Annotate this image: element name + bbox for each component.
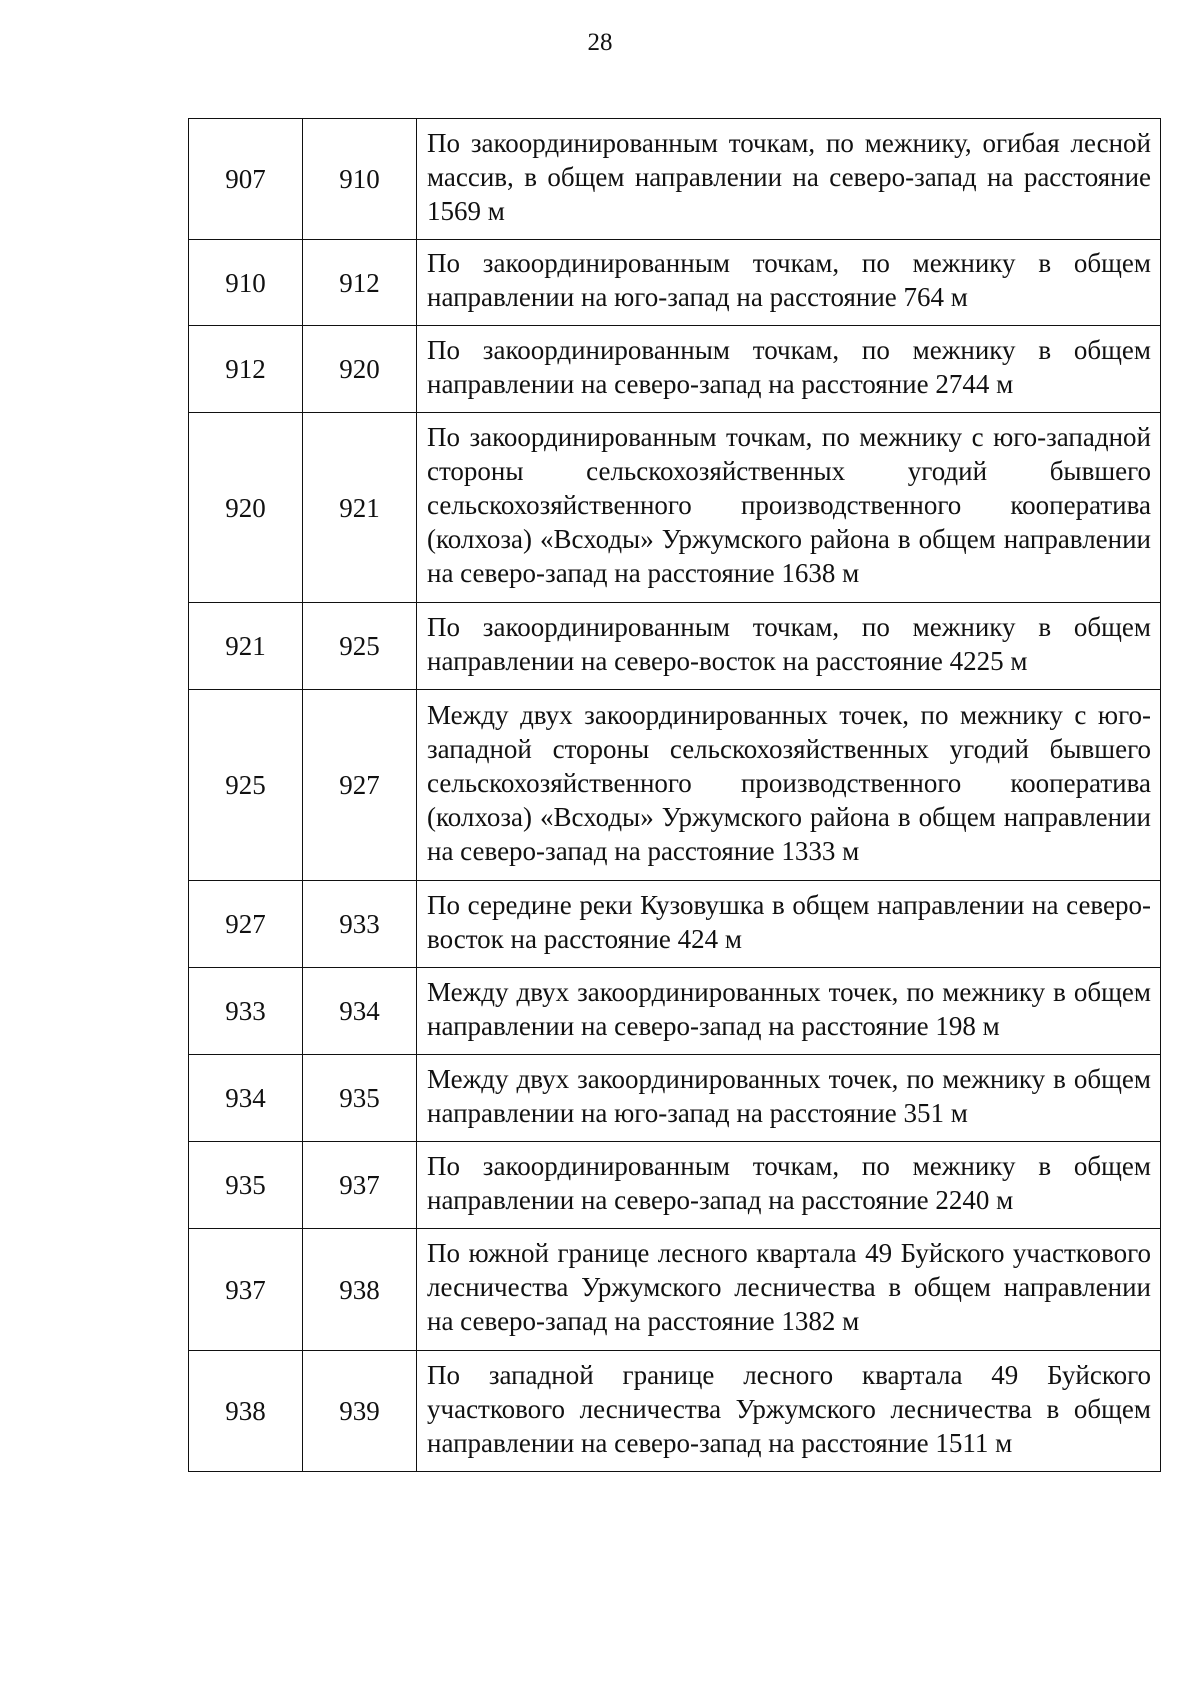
to-point-cell: 910 bbox=[303, 119, 417, 240]
table-row bbox=[189, 326, 1161, 413]
table-row bbox=[189, 881, 1161, 968]
description-cell: По закоординированным точкам, по межнику в общем направлении на северо-запад на расстояние 2744 м bbox=[417, 326, 1161, 413]
description-cell: По закоординированным точкам, по межнику, огибая лесной массив, в общем направлении на северо-запад на расстояние 1569 м bbox=[417, 119, 1161, 240]
table-row bbox=[189, 1229, 1161, 1351]
table-row bbox=[189, 1142, 1161, 1229]
description-cell: Между двух закоординированных точек, по межнику в общем направлении на северо-запад на расстояние 198 м bbox=[417, 968, 1161, 1055]
from-point-cell: 927 bbox=[189, 881, 303, 968]
description-cell: По южной границе лесного квартала 49 Буйского участкового лесничества Уржумского лесничества в общем направлении на северо-запад на расстояние 1382 м bbox=[417, 1229, 1161, 1351]
to-point-cell: 934 bbox=[303, 968, 417, 1055]
description-cell: Между двух закоординированных точек, по межнику в общем направлении на юго-запад на расстояние 351 м bbox=[417, 1055, 1161, 1142]
from-point-cell: 937 bbox=[189, 1229, 303, 1351]
table-row bbox=[189, 690, 1161, 881]
from-point-cell: 934 bbox=[189, 1055, 303, 1142]
to-point-cell: 937 bbox=[303, 1142, 417, 1229]
description-cell: По закоординированным точкам, по межнику с юго-западной стороны сельскохозяйственных угодий бывшего сельскохозяйственного производственного кооператива (колхоза) «Всходы» Уржумского района в общем направлении на северо-запад на расстояние 1638 м bbox=[417, 413, 1161, 603]
to-point-cell: 935 bbox=[303, 1055, 417, 1142]
boundary-description-table bbox=[188, 118, 1161, 1472]
table-row bbox=[189, 1351, 1161, 1472]
table-row bbox=[189, 413, 1161, 603]
from-point-cell: 912 bbox=[189, 326, 303, 413]
description-cell: По закоординированным точкам, по межнику в общем направлении на северо-запад на расстояние 2240 м bbox=[417, 1142, 1161, 1229]
to-point-cell: 920 bbox=[303, 326, 417, 413]
table-body bbox=[189, 119, 1161, 1472]
from-point-cell: 921 bbox=[189, 603, 303, 690]
description-cell: По закоординированным точкам, по межнику в общем направлении на юго-запад на расстояние 764 м bbox=[417, 240, 1161, 326]
to-point-cell: 927 bbox=[303, 690, 417, 881]
description-cell: По закоординированным точкам, по межнику в общем направлении на северо-восток на расстояние 4225 м bbox=[417, 603, 1161, 690]
to-point-cell: 925 bbox=[303, 603, 417, 690]
to-point-cell: 921 bbox=[303, 413, 417, 603]
table-row bbox=[189, 119, 1161, 240]
from-point-cell: 920 bbox=[189, 413, 303, 603]
table-row bbox=[189, 968, 1161, 1055]
to-point-cell: 938 bbox=[303, 1229, 417, 1351]
description-cell: По западной границе лесного квартала 49 Буйского участкового лесничества Уржумского лесничества в общем направлении на северо-запад на расстояние 1511 м bbox=[417, 1351, 1161, 1472]
to-point-cell: 939 bbox=[303, 1351, 417, 1472]
to-point-cell: 933 bbox=[303, 881, 417, 968]
from-point-cell: 907 bbox=[189, 119, 303, 240]
from-point-cell: 938 bbox=[189, 1351, 303, 1472]
from-point-cell: 910 bbox=[189, 240, 303, 326]
table-row bbox=[189, 240, 1161, 326]
from-point-cell: 935 bbox=[189, 1142, 303, 1229]
page-number: 28 bbox=[587, 29, 613, 56]
table-row bbox=[189, 1055, 1161, 1142]
description-cell: Между двух закоординированных точек, по межнику с юго-западной стороны сельскохозяйственных угодий бывшего сельскохозяйственного производственного кооператива (колхоза) «Всходы» Уржумского района в общем направлении на северо-запад на расстояние 1333 м bbox=[417, 690, 1161, 881]
description-cell: По середине реки Кузовушка в общем направлении на северо-восток на расстояние 424 м bbox=[417, 881, 1161, 968]
from-point-cell: 925 bbox=[189, 690, 303, 881]
from-point-cell: 933 bbox=[189, 968, 303, 1055]
to-point-cell: 912 bbox=[303, 240, 417, 326]
table-row bbox=[189, 603, 1161, 690]
